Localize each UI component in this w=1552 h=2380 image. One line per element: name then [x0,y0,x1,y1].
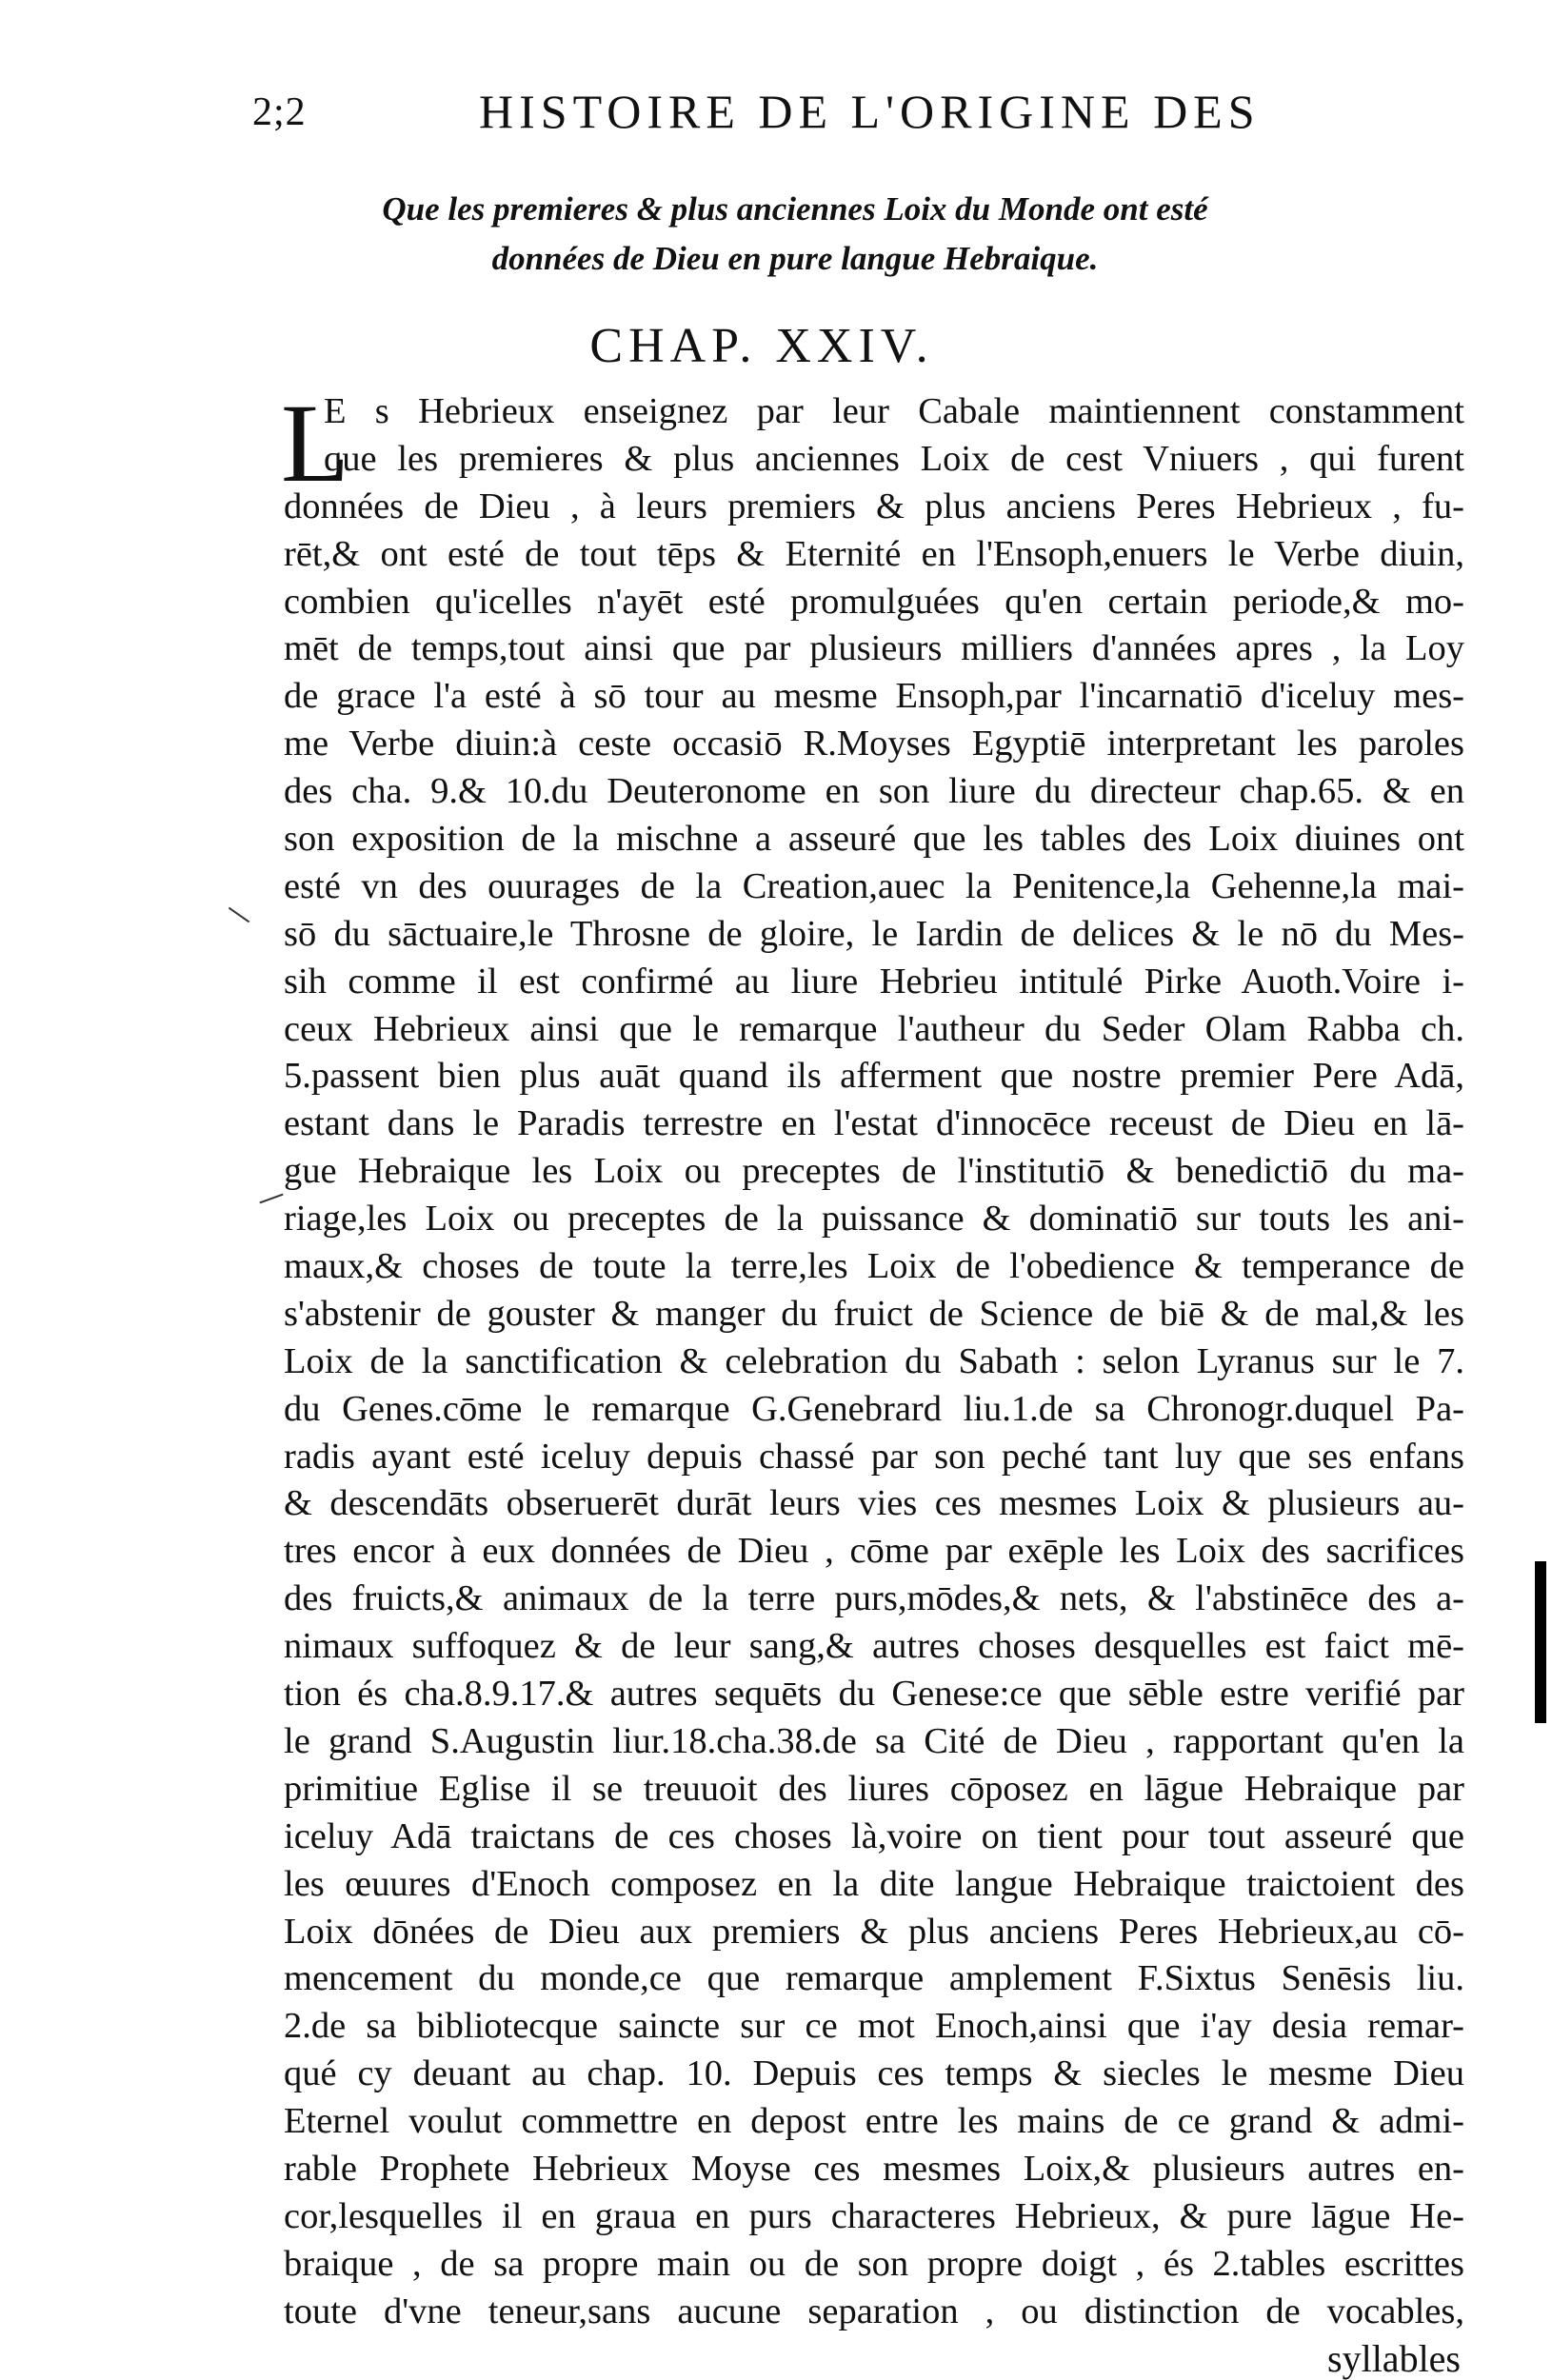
text-line: gue Hebraique les Loix ou preceptes de l'institutiō & benedictiō du ma- [284,1151,1464,1192]
text-line: esté vn des ouurages de la Creation,auec la Penitence,la Gehenne,la mai- [284,865,1464,906]
text-line: rēt,& ont esté de tout tēps & Eternité en l'Ensoph,enuers le Verbe diuin, [284,533,1464,574]
text-line: qué cy deuant au chap. 10. Depuis ces temps & siecles le mesme Dieu [284,2053,1464,2094]
text-line: des fruicts,& animaux de la terre purs,mōdes,& nets, & l'abstinēce des a- [284,1578,1464,1619]
chapter-heading-line: Que les premieres & plus anciennes Loix du Monde ont esté [382,190,1208,228]
body-text [281,381,1464,2336]
text-line: cor,lesquelles il en graua en purs characteres Hebrieux, & pure lāgue He- [284,2195,1464,2236]
text-line: sō du sāctuaire,le Throsne de gloire, le Iardin de delices & le nō du Mes- [284,913,1464,954]
text-line: de grace l'a esté à sō tour au mesme Ensoph,par l'incarnatiō d'iceluy mes- [284,676,1464,717]
text-line: sih comme il est confirmé au liure Hebrieu intitulé Pirke Auoth.Voire i- [284,961,1464,1002]
page-number: 2;2 [252,90,307,134]
running-title: HISTOIRE DE L'ORIGINE DES [479,85,1261,138]
text-line: rable Prophete Hebrieux Moyse ces mesmes Loix,& plusieurs autres en- [284,2148,1464,2189]
chapter-heading-line: données de Dieu en pure langue Hebraique. [491,240,1099,277]
text-line: les œuures d'Enoch composez en la dite langue Hebraique traictoient des [284,1863,1464,1904]
text-line: Eternel voulut commettre en depost entre les mains de ce grand & admi- [284,2101,1464,2142]
text-line: maux,& choses de toute la terre,les Loix de l'obedience & temperance de [284,1246,1464,1287]
text-line: son exposition de la mischne a asseuré que les tables des Loix diuines ont [284,819,1464,860]
text-line: Loix dōnées de Dieu aux premiers & plus anciens Peres Hebrieux,au cō- [284,1911,1464,1952]
text-line: ceux Hebrieux ainsi que le remarque l'autheur du Seder Olam Rabba ch. [284,1008,1464,1049]
text-line: radis ayant esté iceluy depuis chassé par son peché tant luy que ses enfans [284,1436,1464,1477]
text-line: mencement du monde,ce que remarque amplement F.Sixtus Senēsis liu. [284,1958,1464,1999]
margin-mark [259,1194,283,1204]
text-line: combien qu'icelles n'ayēt esté promulguées qu'en certain periode,& mo- [284,581,1464,622]
text-line: toute d'vne teneur,sans aucune separation , ou distinction de vocables, [284,2291,1464,2331]
text-line: que les premieres & plus anciennes Loix de cest Vniuers , qui furent [324,438,1464,479]
page-header [252,84,1319,150]
text-line: le grand S.Augustin liur.18.cha.38.de sa Cité de Dieu , rapportant qu'en la [284,1720,1464,1761]
text-line: des cha. 9.& 10.du Deuteronome en son liure du directeur chap.65. & en [284,771,1464,812]
text-line: primitiue Eglise il se treuuoit des liures cōposez en lāgue Hebraique par [284,1768,1464,1809]
text-line: du Genes.cōme le remarque G.Genebrard liu.1.de sa Chronogr.duquel Pa- [284,1388,1464,1429]
text-line: données de Dieu , à leurs premiers & plus anciens Peres Hebrieux , fu- [284,486,1464,526]
text-line: estant dans le Paradis terrestre en l'estat d'innocēce receust de Dieu en lā- [284,1103,1464,1144]
text-line: mēt de temps,tout ainsi que par plusieurs milliers d'années apres , la Loy [284,628,1464,669]
text-line: tres encor à eux données de Dieu , cōme par exēple les Loix des sacrifices [284,1531,1464,1572]
text-line: s'abstenir de gouster & manger du fruict de Science de biē & de mal,& les [284,1293,1464,1334]
text-line: nimaux suffoquez & de leur sang,& autres choses desquelles est faict mē- [284,1626,1464,1667]
text-line: me Verbe diuin:à ceste occasiō R.Moyses Egyptiē interpretant les paroles [284,724,1464,764]
text-line: 2.de sa bibliotecque saincte sur ce mot Enoch,ainsi que i'ay desia remar- [284,2006,1464,2047]
text-line: iceluy Adā traictans de ces choses là,voire on tient pour tout asseuré que [284,1815,1464,1856]
text-line: E s Hebrieux enseignez par leur Cabale maintiennent constamment [324,391,1464,431]
text-line: & descendāts obseruerēt durāt leurs vies ces mesmes Loix & plusieurs au- [284,1483,1464,1524]
text-line: braique , de sa propre main ou de son propre doigt , és 2.tables escrittes [284,2243,1464,2284]
text-line: 5.passent bien plus auāt quand ils afferment que nostre premier Pere Adā, [284,1056,1464,1097]
margin-mark [229,907,249,923]
text-line: tion és cha.8.9.17.& autres sequēts du Genese:ce que sēble estre verifié par [284,1674,1464,1715]
chapter-number: CHAP. XXIV. [589,319,934,373]
catchword: syllables [1327,2337,1461,2380]
drop-cap: L [281,381,350,506]
text-line: Loix de la sanctification & celebration du Sabath : selon Lyranus sur le 7. [284,1340,1464,1381]
page-edge-shadow [1535,1561,1546,1723]
chapter-heading [314,185,1276,284]
text-line: riage,les Loix ou preceptes de la puissance & dominatiō sur touts les ani- [284,1199,1464,1240]
